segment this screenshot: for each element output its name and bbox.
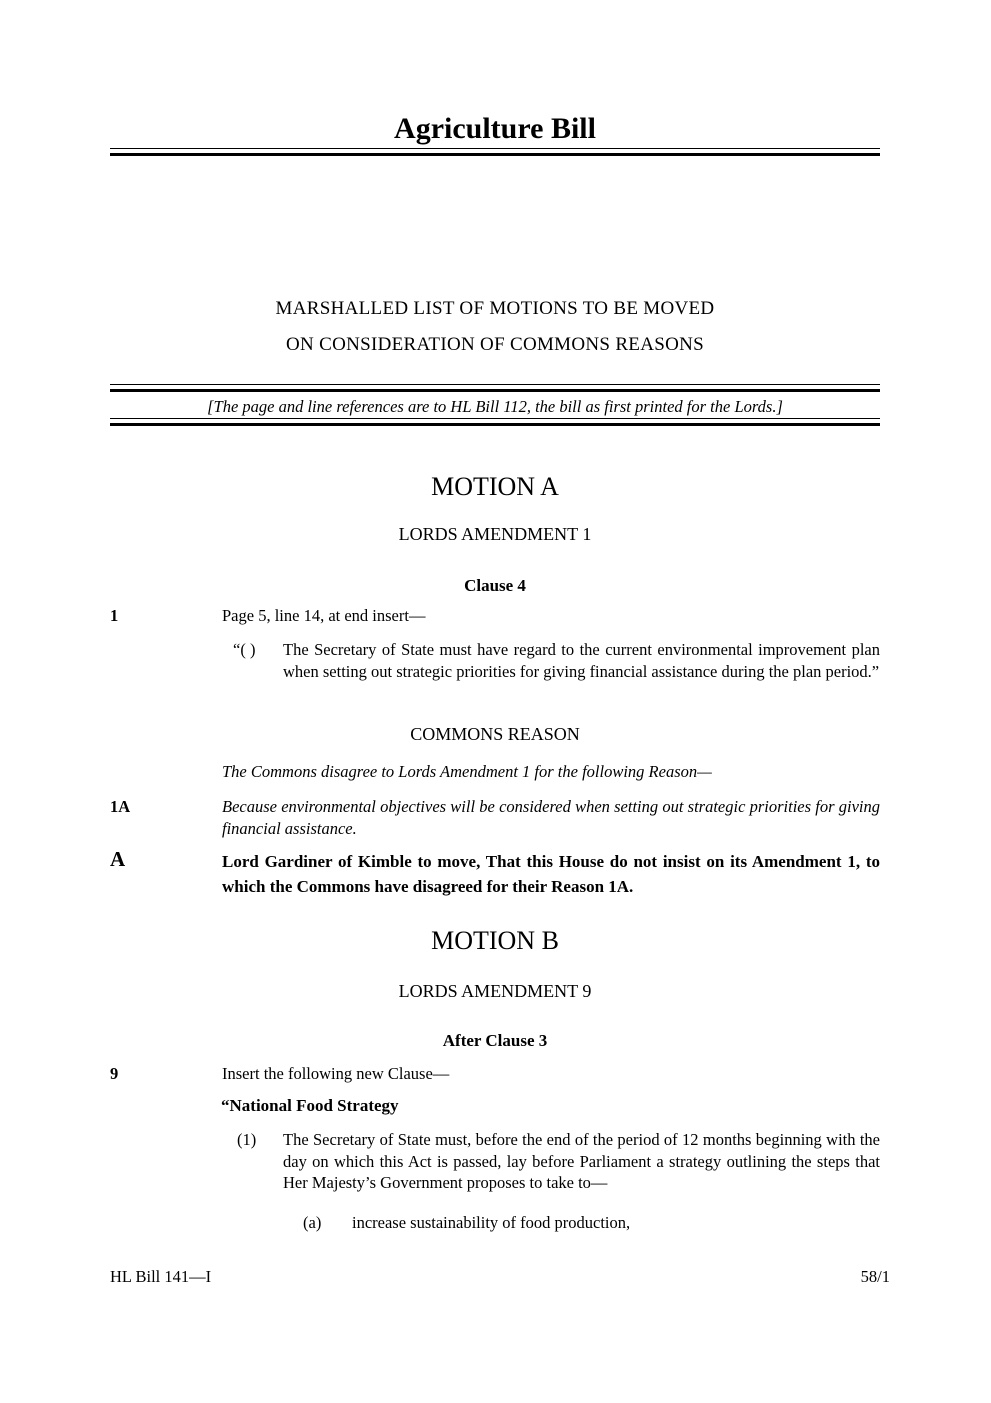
reference-note-top-rule: [110, 384, 880, 392]
inserted-subsection-marker: “( ): [233, 640, 256, 659]
amendment-9-number: 9: [110, 1064, 119, 1083]
inserted-subsection-text: The Secretary of State must have regard to the current environmental improvement plan when setting out strategic priorities for giving financial assistance during the plan period.”: [283, 640, 880, 681]
title-rule: [110, 148, 880, 156]
motion-a-heading: MOTION A: [431, 472, 559, 501]
page-title: Agriculture Bill: [394, 112, 596, 145]
commons-reason-intro: [110, 761, 880, 783]
footer-bill-reference: HL Bill 141—I: [110, 1267, 212, 1286]
amendment-1-inserted-text-block: [110, 639, 880, 683]
footer-page-reference: 58/1: [860, 1267, 890, 1286]
headnote-line-1: MARSHALLED LIST OF MOTIONS TO BE MOVED: [275, 298, 715, 319]
page-footer: [110, 1266, 890, 1288]
motion-b-heading: MOTION B: [431, 926, 559, 955]
headnote-line-2: ON CONSIDERATION OF COMMONS REASONS: [286, 334, 704, 355]
subsection-1-marker: (1): [237, 1130, 257, 1149]
motion-b-subheading: LORDS AMENDMENT 9: [398, 981, 592, 1001]
amendment-1-instruction: Page 5, line 14, at end insert—: [222, 606, 426, 625]
reason-1a-text: Because environmental objectives will be considered when setting out strategic priorities for giving financial assistance.: [222, 797, 880, 838]
commons-reason-intro-text: The Commons disagree to Lords Amendment 1 for the following Reason—: [222, 762, 712, 781]
paragraph-a-text: increase sustainability of food production,: [352, 1213, 631, 1232]
amendment-1: [110, 605, 880, 627]
reference-note-bottom-rule: [110, 418, 880, 426]
paragraph-a-marker: (a): [303, 1213, 322, 1232]
motion-a-proposal: [110, 849, 880, 899]
new-clause-title: “National Food Strategy: [221, 1096, 399, 1115]
amendment-9: [110, 1063, 880, 1085]
motion-a-letter: A: [110, 847, 126, 871]
motion-b-clause-heading: After Clause 3: [442, 1031, 548, 1050]
motion-a-subheading: LORDS AMENDMENT 1: [398, 524, 592, 544]
reason-1a-number: 1A: [110, 797, 131, 816]
commons-reason-1a: [110, 796, 880, 840]
motion-a-text: Lord Gardiner of Kimble to move, That this House do not insist on its Amendment 1, to which the Commons have disagreed for their Reason 1A.: [222, 852, 880, 896]
motion-a-clause-heading: Clause 4: [464, 576, 526, 595]
amendment-9-instruction: Insert the following new Clause—: [222, 1064, 450, 1083]
new-clause-subsection-1: [110, 1129, 880, 1194]
subsection-1-text: The Secretary of State must, before the end of the period of 12 months beginning with the day on which this Act is passed, lay before Parliament a strategy outlining the steps that Her Majesty’s Government proposes to take to—: [283, 1130, 880, 1192]
amendment-1-number: 1: [110, 606, 119, 625]
new-clause-paragraph-a: [110, 1212, 880, 1234]
commons-reason-heading: COMMONS REASON: [410, 724, 580, 744]
reference-note: [The page and line references are to HL Bill 112, the bill as first printed for the Lords.]: [207, 397, 783, 416]
